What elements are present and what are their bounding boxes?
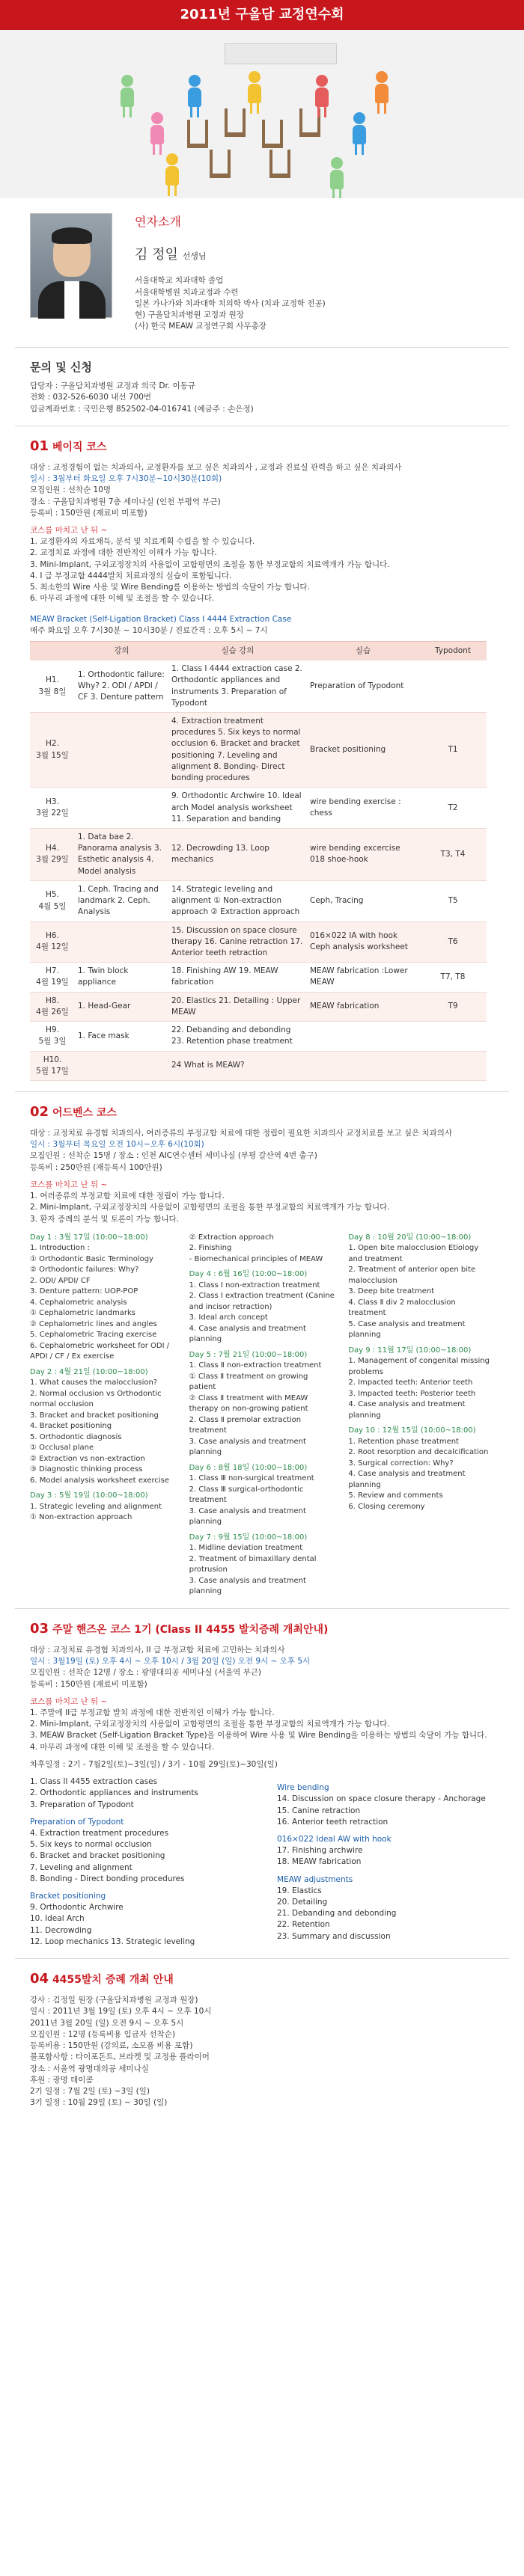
- course2-target: 대상 : 교정치료 유경험 치과의사, 여러증류의 부정교합 치료에 대한 정립이 필요한 치과의사 교정치료를 보고 싶은 치과의사: [30, 1129, 453, 1138]
- table-row: [30, 963, 487, 992]
- session-id: H8.: [46, 996, 59, 1005]
- session-id: H2.: [46, 739, 59, 749]
- course1-after-item: 5. 최소한의 Wire 사용 및 Wire Bending를 이용하는 방법의 숙달이 가능 합니다.: [30, 583, 310, 592]
- curriculum-item: ① Class Ⅱ treatment on growing patient: [189, 1372, 308, 1392]
- curriculum-item: 6. Model analysis worksheet exercise: [30, 1476, 170, 1485]
- curriculum-item: 2. Treatment of bimaxillary dental protrusion: [189, 1554, 317, 1574]
- course4-number: 04: [30, 1971, 49, 1987]
- curriculum-item: 3. Case analysis and treatment planning: [189, 1506, 306, 1527]
- info-line: 일시 : 2011년 3월 19일 (토) 오후 4시 ~ 오후 10시: [30, 2007, 212, 2017]
- practice-lecture-cell: 15. Discussion on space closure therapy 16. Canine retraction 17. Anterior teeth retraction: [168, 921, 307, 963]
- person-icon: [187, 75, 202, 117]
- curriculum-item: 3. Preparation of Typodont: [30, 1800, 134, 1809]
- curriculum-item: 3. Deep bite treatment: [348, 1287, 435, 1296]
- lecture-cell: 1. Face mask: [75, 1022, 168, 1051]
- curriculum-item: 2. Class Ⅰ extraction treatment (Canine and incisor retraction): [189, 1292, 335, 1311]
- practice-cell: Ceph, Tracing: [307, 880, 419, 921]
- session-cell: [30, 880, 75, 921]
- course1-after-title: 코스를 마치고 난 뒤 ~: [30, 525, 108, 535]
- curriculum-item: 3. Impacted teeth: Posterior teeth: [348, 1389, 476, 1398]
- curriculum-item: 21. Debanding and debonding: [277, 1909, 397, 1919]
- session-date: 3월 8일: [38, 687, 67, 696]
- practice-cell: [307, 1051, 419, 1080]
- typodont-cell: T2: [419, 788, 487, 829]
- practice-cell: 016×022 IA with hook Ceph analysis worksheet: [307, 921, 419, 963]
- curriculum-item: 17. Finishing archwire: [277, 1846, 363, 1856]
- course1-count: 모집인원 : 선착순 10명: [30, 485, 112, 495]
- chair-icon: [187, 120, 208, 148]
- session-cell: [30, 992, 75, 1021]
- course3-count: 모집인원 : 선착순 12명 / 장소 : 광명대의공 세미나실 (서울역 부근): [30, 1668, 261, 1678]
- curriculum-item: 22. Retention: [277, 1920, 330, 1930]
- session-cell: [30, 1051, 75, 1080]
- curriculum-item: Day 6 : 8월 18일 (10:00~18:00): [189, 1463, 308, 1472]
- typodont-cell: [419, 660, 487, 712]
- course3-curriculum: [30, 1776, 494, 1948]
- curriculum-item: 6. Closing ceremony: [348, 1502, 425, 1511]
- curriculum-item: 3. Denture pattern: UOP-POP: [30, 1287, 138, 1296]
- curriculum-item: ① Non-extraction approach: [30, 1513, 132, 1522]
- course2-fee: 등록비 : 250만원 (재등록시 100만원): [30, 1162, 162, 1172]
- table-row: [30, 788, 487, 829]
- curriculum-item: 18. MEAW fabrication: [277, 1857, 362, 1867]
- info-line: 불포함사항 : 타이포돈트, 브라켓 및 교정용 플라이어: [30, 2052, 210, 2062]
- course4-title: 4455발치 증례 개최 안내: [52, 1974, 174, 1987]
- session-cell: [30, 921, 75, 963]
- session-date: 5월 17일: [36, 1066, 69, 1076]
- session-id: H5.: [46, 890, 59, 900]
- course2-title: 어드벤스 코스: [52, 1106, 117, 1119]
- person-icon: [329, 157, 344, 198]
- curriculum-item: ③ Diagnostic thinking process: [30, 1465, 143, 1474]
- session-cell: [30, 788, 75, 829]
- curriculum-item: 4. Case analysis and treatment planning: [189, 1324, 306, 1344]
- curriculum-item: 14. Discussion on space closure therapy - Anchorage: [277, 1794, 486, 1804]
- curriculum-item: 4. Bracket positioning: [30, 1422, 112, 1431]
- curriculum-item: 1. What causes the malocclusion?: [30, 1379, 158, 1387]
- curriculum-item: 3. Case analysis and treatment planning: [189, 1576, 306, 1596]
- session-cell: [30, 660, 75, 712]
- course2-after-title: 코스를 마치고 난 뒤 ~: [30, 1180, 108, 1189]
- course3-target: 대상 : 교정치료 유경험 치과의사, II 급 부정교합 치료에 고민하는 치과의사: [30, 1645, 285, 1655]
- instructor-heading: 연자소개: [135, 215, 181, 229]
- practice-cell: MEAW fabrication: [307, 992, 419, 1021]
- table-row: [30, 921, 487, 963]
- curriculum-item: ② Cephalometric lines and angles: [30, 1319, 157, 1328]
- bio-line: 서울대학교 치과대학 졸업: [135, 276, 224, 286]
- course2-section: [0, 1103, 524, 1598]
- curriculum-item: - Biomechanical principles of MEAW: [189, 1254, 323, 1263]
- curriculum-item: 20. Detailing: [277, 1898, 328, 1907]
- course3-fee: 등록비 : 150만원 (재료비 미포함): [30, 1679, 147, 1689]
- practice-cell: wire bending exercise : chess: [307, 788, 419, 829]
- col-header: 강의: [75, 641, 168, 660]
- curriculum-item: 4. Cephalometric analysis: [30, 1298, 127, 1307]
- course2-dates: 일시 : 3월부터 목요일 오전 10시~오후 6시(10회): [30, 1140, 204, 1150]
- curriculum-item: 2. Class Ⅱ premolar extraction treatment: [189, 1415, 302, 1435]
- curriculum-item: ② Class Ⅱ treatment with MEAW therapy on non-growing patient: [189, 1393, 308, 1414]
- whiteboard: [225, 43, 337, 64]
- course1-after-item: 1. 교정환자의 자료채득, 분석 및 치료계획 수립을 할 수 있습니다.: [30, 537, 255, 547]
- curriculum-item: 4. Extraction treatment procedures: [30, 1828, 169, 1838]
- curriculum-item: Preparation of Typodont: [30, 1817, 124, 1827]
- meaw-title: MEAW Bracket (Self-Ligation Bracket) Class I 4444 Extraction Case: [30, 614, 292, 624]
- course1-after-item: 3. Mini-Implant, 구외교정장치의 사용없이 교합평면의 조절을 통한 부정교합의 치료액개가 가능 합니다.: [30, 559, 390, 569]
- session-id: H7.: [46, 966, 59, 976]
- bio-line: (사) 한국 MEAW 교정연구회 사무총장: [135, 322, 266, 331]
- practice-cell: [307, 1022, 419, 1051]
- session-id: H3.: [46, 797, 59, 806]
- info-line: 3기 일정 : 10월 29일 (토) ~ 30일 (일): [30, 2098, 168, 2108]
- curriculum-item: 4. Class Ⅱ div 2 malocclusion treatment: [348, 1298, 456, 1318]
- typodont-cell: T1: [419, 713, 487, 788]
- typodont-cell: T5: [419, 880, 487, 921]
- session-id: H1.: [46, 675, 59, 685]
- curriculum-item: Wire bending: [277, 1783, 329, 1793]
- curriculum-item: 1. Management of congenital missing problems: [348, 1357, 490, 1376]
- course2-number: 02: [30, 1103, 49, 1120]
- person-icon: [314, 75, 329, 117]
- banner-title: 2011년 구올담 교정연수회: [0, 0, 524, 30]
- chair-icon: [225, 108, 246, 137]
- table-row: [30, 880, 487, 921]
- course3-after-item: 4. 마무리 과정에 대한 이해 및 조절을 할 수 있습니다.: [30, 1742, 215, 1752]
- course1-section: [0, 437, 524, 1081]
- person-icon: [374, 71, 389, 114]
- session-cell: [30, 713, 75, 788]
- curriculum-item: 3. Case analysis and treatment planning: [189, 1437, 306, 1457]
- curriculum-item: 6. Cephalometric worksheet for ODI / APDI / CF / Ex exercise: [30, 1341, 170, 1361]
- info-line: 장소 : 서울역 광명대의공 세미나실: [30, 2064, 149, 2073]
- session-date: 3월 15일: [36, 750, 69, 760]
- table-row: [30, 992, 487, 1021]
- curriculum-item: Day 5 : 7월 21일 (10:00~18:00): [189, 1350, 308, 1359]
- course1-fee: 등록비 : 150만원 (재료비 미포함): [30, 508, 147, 518]
- curriculum-item: 5. Six keys to normal occlusion: [30, 1840, 152, 1850]
- session-date: 3월 22일: [36, 809, 69, 818]
- chair-icon: [269, 150, 290, 178]
- curriculum-item: 1. Class II 4455 extraction cases: [30, 1777, 158, 1787]
- instructor-name: 김 정일: [135, 247, 178, 263]
- practice-cell: MEAW fabrication :Lower MEAW: [307, 963, 419, 992]
- course3-title: 주말 핸즈온 코스 1기 (Class II 4455 발치증례 개최안내): [52, 1623, 329, 1636]
- table-row: [30, 1022, 487, 1051]
- chair-icon: [262, 120, 283, 148]
- person-icon: [120, 75, 135, 117]
- chair-icon: [210, 150, 231, 178]
- practice-lecture-cell: 14. Strategic leveling and alignment ① Non-extraction approach ② Extraction approach: [168, 880, 307, 921]
- course4-section: [0, 1969, 524, 2109]
- course2-after-item: 2. Mini-Implant, 구외교정장치의 사용없이 교합평면의 조절을 통한 부정교합의 치료액개가 가능 합니다.: [30, 1203, 390, 1212]
- course3-dates: 일시 : 3월19일 (토) 오후 4시 ~ 오후 10시 / 3월 20일 (일) 오전 9시 ~ 오후 5시: [30, 1657, 311, 1666]
- curriculum-item: 016×022 Ideal AW with hook: [277, 1834, 392, 1844]
- course1-number: 01: [30, 438, 49, 454]
- curriculum-item: 2. Class Ⅲ surgical-orthodontic treatment: [189, 1485, 304, 1505]
- info-line: 후원 : 광명 데이콤: [30, 2075, 94, 2085]
- typodont-cell: T9: [419, 992, 487, 1021]
- typodont-cell: T7, T8: [419, 963, 487, 992]
- lecture-cell: 1. Orthodontic failure: Why? 2. ODI / APDI / CF 3. Denture pattern: [75, 660, 168, 712]
- practice-cell: Bracket positioning: [307, 713, 419, 788]
- contact-line: 전화 : 032-526-6030 내선 700번: [30, 393, 152, 402]
- curriculum-item: ① Cephalometric landmarks: [30, 1309, 135, 1318]
- curriculum-item: 8. Bonding - Direct bonding procedures: [30, 1874, 185, 1883]
- practice-cell: wire bending excercise 018 shoe-hook: [307, 829, 419, 881]
- lecture-cell: [75, 921, 168, 963]
- table-row: [30, 713, 487, 788]
- practice-lecture-cell: 24 What is MEAW?: [168, 1051, 307, 1080]
- table-row: [30, 1051, 487, 1080]
- practice-cell: Preparation of Typodont: [307, 660, 419, 712]
- curriculum-item: Day 2 : 4월 21일 (10:00~18:00): [30, 1367, 148, 1376]
- curriculum-item: 1. Class Ⅰ non-extraction treatment: [189, 1281, 320, 1289]
- bio-line: 현) 구올담치과병원 교정과 원장: [135, 310, 244, 319]
- curriculum-item: Day 1 : 3월 17일 (10:00~18:00): [30, 1233, 148, 1242]
- col-header: 실습: [307, 641, 419, 660]
- session-id: H10.: [43, 1055, 62, 1064]
- session-date: 4월 26일: [36, 1007, 69, 1016]
- typodont-cell: T6: [419, 921, 487, 963]
- course3-after-item: 3. MEAW Bracket (Self-Ligation Bracket Type)을 이용하여 Wire 사용 및 Wire Bending을 이용하는 방법의 숙달이 가능 합니다.: [30, 1731, 487, 1741]
- curriculum-item: 2. Impacted teeth: Anterior teeth: [348, 1379, 473, 1387]
- session-id: H6.: [46, 931, 59, 941]
- session-cell: [30, 829, 75, 881]
- curriculum-item: 5. Review and comments: [348, 1491, 443, 1500]
- session-date: 5월 3일: [38, 1037, 67, 1046]
- curriculum-item: 5. Orthodontic diagnosis: [30, 1432, 122, 1441]
- typodont-cell: [419, 1022, 487, 1051]
- course2-after-item: 3. 환자 증례의 분석 및 토론이 가능 합니다.: [30, 1214, 180, 1224]
- course3-after-item: 2. Mini-Implant, 구외교정장치의 사용없이 교합평면의 조절을 통한 부정교합의 치료액개가 가능 합니다.: [30, 1720, 390, 1729]
- info-line: 2기 일정 : 7월 2일 (토) ~3일 (일): [30, 2086, 150, 2096]
- session-cell: [30, 1022, 75, 1051]
- curriculum-item: 15. Canine retraction: [277, 1806, 361, 1815]
- practice-lecture-cell: 22. Debanding and debonding 23. Retention phase treatment: [168, 1022, 307, 1051]
- contact-section: [0, 360, 524, 414]
- session-cell: [30, 963, 75, 992]
- table-row: [30, 660, 487, 712]
- curriculum-item: 7. Leveling and alignment: [30, 1862, 132, 1872]
- practice-lecture-cell: 1. Class I 4444 extraction case 2. Orthodontic appliances and instruments 3. Preparation of Typodont: [168, 660, 307, 712]
- curriculum-item: 11. Decrowding: [30, 1925, 92, 1935]
- curriculum-item: 2. Root resorption and decalcification: [348, 1448, 489, 1457]
- course3-section: [0, 1619, 524, 1948]
- curriculum-item: 1. Open bite malocclusion Etiology and treatment: [348, 1244, 479, 1263]
- curriculum-item: 2. ODI/ APDI/ CF: [30, 1276, 91, 1285]
- info-line: 모집인원 : 12명 (등록비용 입금자 선착순): [30, 2029, 175, 2039]
- instructor-photo: [30, 213, 112, 318]
- curriculum-item: Day 7 : 9월 15일 (10:00~18:00): [189, 1533, 308, 1542]
- info-line: 강사 : 김정일 원장 (구올담치과병원 교정과 원장): [30, 1996, 198, 2005]
- typodont-cell: [419, 1051, 487, 1080]
- typodont-cell: T3, T4: [419, 829, 487, 881]
- curriculum-item: 1. Midline deviation treatment: [189, 1544, 303, 1553]
- curriculum-item: Bracket positioning: [30, 1892, 106, 1901]
- person-icon: [247, 71, 262, 114]
- col-header: Typodont: [419, 641, 487, 660]
- curriculum-item: Day 4 : 6월 16일 (10:00~18:00): [189, 1270, 308, 1279]
- course2-curriculum: [30, 1233, 494, 1598]
- instructor-title-suffix: 선생님: [182, 251, 207, 262]
- session-date: 4월 5일: [38, 901, 67, 911]
- course1-target: 대상 : 교정경험이 없는 치과의사, 교정환자를 보고 싶은 치과의사 , 교정과 진료실 관력을 하고 싶은 치과의사: [30, 462, 402, 472]
- session-date: 3월 29일: [36, 855, 69, 865]
- curriculum-item: 3. Bracket and bracket positioning: [30, 1411, 159, 1420]
- curriculum-item: 12. Loop mechanics 13. Strategic leveling: [30, 1936, 195, 1946]
- info-line: 등록비용 : 150만원 (강의료, 소모품 비용 포함): [30, 2041, 193, 2051]
- course3-after-item: 1. 주말에 II급 부정교합 발치 과정에 대한 전반적인 이해가 가능 합니다.: [30, 1708, 275, 1717]
- curriculum-item: 5. Case analysis and treatment planning: [348, 1319, 466, 1340]
- curriculum-item: 1. Class Ⅱ non-extraction treatment: [189, 1361, 322, 1370]
- table-row: [30, 829, 487, 881]
- lecture-cell: [75, 713, 168, 788]
- course1-title: 베이직 코스: [52, 441, 107, 453]
- contact-line: 입금계좌번호 : 국민은행 852502-04-016741 (예금주 : 손은정): [30, 404, 254, 414]
- session-date: 4월 19일: [36, 978, 69, 987]
- curriculum-item: 4. Case analysis and treatment planning: [348, 1400, 466, 1420]
- practice-lecture-cell: 4. Extraction treatment procedures 5. Six keys to normal occlusion 6. Bracket and bracket positioning 7. Leveling and alignment 8. Bonding- Direct bonding procedures: [168, 713, 307, 788]
- course1-place: 장소 : 구올담치과병원 7층 세미나실 (인천 부평역 부근): [30, 497, 221, 506]
- practice-lecture-cell: 12. Decrowding 13. Loop mechanics: [168, 829, 307, 881]
- schedule-table: [30, 641, 487, 1081]
- curriculum-item: 1. Retention phase treatment: [348, 1437, 459, 1446]
- session-date: 4월 12일: [36, 942, 69, 952]
- curriculum-item: ① Orthodontic Basic Terminology: [30, 1254, 153, 1263]
- curriculum-item: Day 8 : 10월 20일 (10:00~18:00): [348, 1233, 472, 1242]
- curriculum-item: 1. Strategic leveling and alignment: [30, 1502, 162, 1511]
- lecture-cell: 1. Twin block appliance: [75, 963, 168, 992]
- curriculum-item: 6. Bracket and bracket positioning: [30, 1851, 165, 1861]
- curriculum-item: 3. Surgical correction: Why?: [348, 1459, 454, 1468]
- col-header: [30, 641, 75, 660]
- lecture-cell: [75, 1051, 168, 1080]
- practice-lecture-cell: 18. Finishing AW 19. MEAW fabrication: [168, 963, 307, 992]
- curriculum-item: MEAW adjustments: [277, 1874, 353, 1884]
- course1-after-item: 6. 마무리 과정에 대한 이해 및 조절을 할 수 있습니다.: [30, 594, 215, 604]
- curriculum-item: ② Extraction approach: [189, 1233, 274, 1242]
- course2-after-item: 1. 여러종류의 부정교합 치료에 대한 정립이 가능 합니다.: [30, 1192, 225, 1201]
- lecture-cell: 1. Head-Gear: [75, 992, 168, 1021]
- person-icon: [165, 153, 180, 196]
- meaw-subtitle: 매주 화요일 오후 7시30분 ~ 10시30분 / 진료간격 : 오후 5시 ~ 7시: [30, 625, 268, 635]
- session-id: H4.: [46, 844, 59, 853]
- curriculum-item: ② Orthodontic failures: Why?: [30, 1266, 139, 1275]
- course3-schedule: 차후일정 : 2기 - 7월2일(토)~3일(일) / 3기 - 10월 29일(토)~30일(일): [30, 1759, 278, 1769]
- course3-after-title: 코스를 마치고 난 뒤 ~: [30, 1696, 108, 1706]
- curriculum-item: Day 9 : 11월 17일 (10:00~18:00): [348, 1346, 472, 1355]
- curriculum-item: 9. Orthodontic Archwire: [30, 1903, 124, 1913]
- curriculum-item: Day 10 : 12월 15일 (10:00~18:00): [348, 1426, 476, 1435]
- curriculum-item: 4. Case analysis and treatment planning: [348, 1470, 466, 1489]
- bio-line: 일본 가나가와 치과대학 치의학 박사 (치과 교정학 전공): [135, 298, 326, 308]
- bio-line: 서울대학병원 치과교정과 수련: [135, 287, 239, 297]
- curriculum-item: 16. Anterior teeth retraction: [277, 1817, 389, 1827]
- practice-lecture-cell: 20. Elastics 21. Detailing : Upper MEAW: [168, 992, 307, 1021]
- session-id: H9.: [46, 1025, 59, 1035]
- course1-dates: 일시 : 3월부터 화요일 오후 7시30분~10시30분(10회): [30, 474, 222, 484]
- curriculum-item: ① Occlusal plane: [30, 1444, 94, 1453]
- lecture-cell: 1. Ceph. Tracing and landmark 2. Ceph. Analysis: [75, 880, 168, 921]
- practice-lecture-cell: 9. Orthodontic Archwire 10. Ideal arch Model analysis worksheet 11. Separation and banding: [168, 788, 307, 829]
- curriculum-item: 3. Ideal arch concept: [189, 1313, 268, 1322]
- contact-title: 문의 및 신청: [30, 361, 92, 375]
- curriculum-item: 19. Elastics: [277, 1886, 322, 1895]
- curriculum-item: 2. Treatment of anterior open bite malocclusion: [348, 1266, 476, 1285]
- curriculum-item: 10. Ideal Arch: [30, 1914, 85, 1924]
- course3-number: 03: [30, 1620, 49, 1637]
- lecture-cell: [75, 788, 168, 829]
- contact-line: 담당자 : 구올담치과병원 교정과 의국 Dr. 이동규: [30, 381, 195, 391]
- course1-after-item: 4. I 급 부정교합 4444발치 치료과정의 실습이 포함됩니다.: [30, 571, 232, 580]
- instructor-section: [0, 198, 524, 347]
- person-icon: [150, 112, 165, 155]
- person-icon: [352, 112, 367, 155]
- curriculum-item: 5. Cephalometric Tracing exercise: [30, 1331, 157, 1340]
- curriculum-item: 1. Introduction :: [30, 1244, 90, 1253]
- course1-after-item: 2. 교정치료 과정에 대한 전반적인 이해가 가능 합니다.: [30, 548, 217, 558]
- lecture-cell: 1. Data bae 2. Panorama analysis 3. Esthetic analysis 4. Model analysis: [75, 829, 168, 881]
- curriculum-item: 1. Class Ⅲ non-surgical treatment: [189, 1474, 314, 1483]
- col-header: 실습 강의: [168, 641, 307, 660]
- info-line: 2011년 3월 20일 (일) 오전 9시 ~ 오후 5시: [30, 2018, 184, 2028]
- curriculum-item: 2. Finishing: [189, 1244, 232, 1253]
- curriculum-item: 23. Summary and discussion: [277, 1931, 391, 1941]
- curriculum-item: Day 3 : 5월 19일 (10:00~18:00): [30, 1491, 148, 1500]
- curriculum-item: 2. Orthodontic appliances and instruments: [30, 1788, 198, 1798]
- curriculum-item: ② Extraction vs non-extraction: [30, 1454, 145, 1463]
- hero-illustration: [0, 30, 524, 198]
- course2-count: 모집인원 : 선착순 15명 / 장소 : 인천 AIC연수센터 세미나실 (부평 갈산역 4번 출구): [30, 1151, 317, 1161]
- curriculum-item: 2. Normal occlusion vs Orthodontic normal occlusion: [30, 1389, 162, 1409]
